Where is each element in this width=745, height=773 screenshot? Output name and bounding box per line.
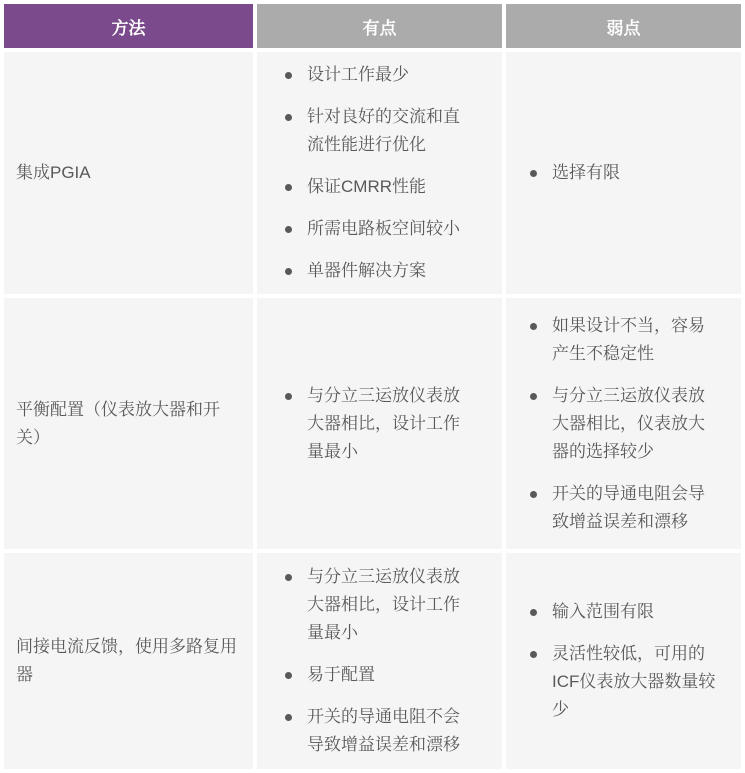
list-item: 与分立三运放仪表放大器相比，仪表放大器的选择较少 [530,382,719,466]
table-row-balanced-configuration [4,298,741,549]
column-header-weaknesses: 弱点 [506,4,741,48]
weaknesses-cell [506,52,741,294]
list-item: 针对良好的交流和直流性能进行优化 [285,103,474,159]
advantages-list [257,61,502,285]
list-item: 所需电路板空间较小 [285,215,474,243]
list-item: 灵活性较低，可用的ICF仪表放大器数量较少 [530,640,719,724]
method-cell: 间接电流反馈，使用多路复用器 [4,553,253,769]
header-row [4,4,741,48]
list-item: 开关的导通电阻会导致增益误差和漂移 [530,480,719,536]
table-row-indirect-current-feedback [4,553,741,769]
advantages-list [257,563,502,759]
list-item: 如果设计不当，容易产生不稳定性 [530,312,719,368]
method-cell: 集成PGIA [4,52,253,294]
advantages-cell [257,553,502,769]
list-item: 与分立三运放仪表放大器相比，设计工作量最小 [285,382,474,466]
list-item: 保证CMRR性能 [285,173,474,201]
list-item: 易于配置 [285,661,474,689]
weaknesses-list [506,598,741,724]
column-header-advantages: 有点 [257,4,502,48]
list-item: 选择有限 [530,159,719,187]
list-item: 单器件解决方案 [285,257,474,285]
weaknesses-cell [506,553,741,769]
weaknesses-list [506,312,741,536]
advantages-list [257,382,502,466]
list-item: 开关的导通电阻不会导致增益误差和漂移 [285,703,474,759]
list-item: 输入范围有限 [530,598,719,626]
column-header-method: 方法 [4,4,253,48]
advantages-cell [257,298,502,549]
list-item: 设计工作最少 [285,61,474,89]
table-row-integrated-pgia [4,52,741,294]
weaknesses-list [506,159,741,187]
weaknesses-cell [506,298,741,549]
list-item: 与分立三运放仪表放大器相比，设计工作量最小 [285,563,474,647]
advantages-cell [257,52,502,294]
method-cell: 平衡配置（仪表放大器和开关） [4,298,253,549]
